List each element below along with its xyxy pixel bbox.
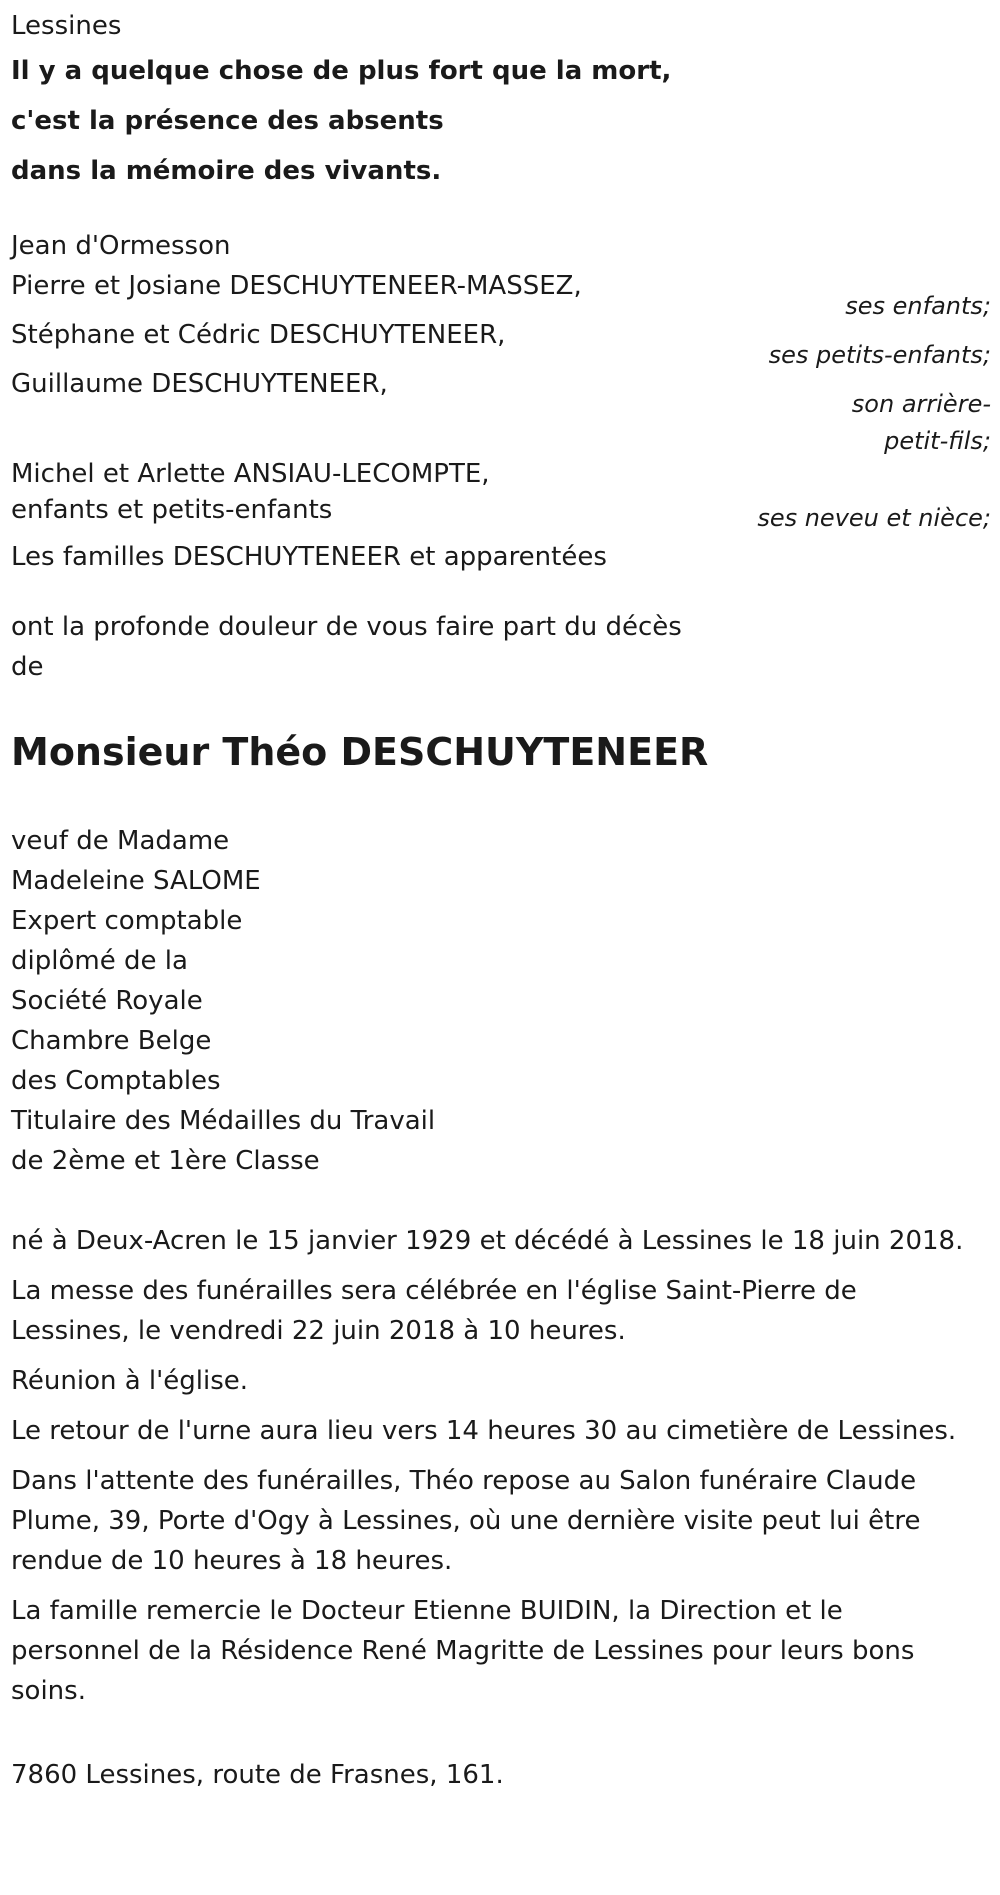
funeral-mass-text: Lessines, le vendredi 22 juin 2018 à 10 heures. xyxy=(11,1316,626,1346)
urn-text: Le retour de l'urne aura lieu vers 14 heures 30 au cimetière de Lessines. xyxy=(11,1416,957,1446)
family-relation: ses neveu et nièce; xyxy=(757,504,991,532)
family-names: Stéphane et Cédric DESCHUYTENEER, xyxy=(11,320,506,350)
birth-death-text: né à Deux-Acren le 15 janvier 1929 et décédé à Lessines le 18 juin 2018. xyxy=(11,1226,964,1256)
family-relation: ses petits-enfants; xyxy=(768,341,991,369)
bio-line: de 2ème et 1ère Classe xyxy=(11,1146,320,1176)
family-row xyxy=(11,454,991,537)
funeral-home-paragraph xyxy=(11,1461,1000,1581)
thanks-paragraph xyxy=(11,1591,1000,1711)
family-relation: son arrière- xyxy=(851,390,991,418)
thanks-text: soins. xyxy=(11,1676,86,1706)
quote xyxy=(11,46,1000,196)
family-names: Michel et Arlette ANSIAU-LECOMPTE, xyxy=(11,459,490,489)
families-line: Les familles DESCHUYTENEER et apparentées xyxy=(11,542,607,572)
funeral-home-text: rendue de 10 heures à 18 heures. xyxy=(11,1546,453,1576)
announcement-line-2: de xyxy=(11,652,44,682)
bio-line: Expert comptable xyxy=(11,906,243,936)
funeral-home-text: Plume, 39, Porte d'Ogy à Lessines, où une dernière visite peut lui être xyxy=(11,1506,921,1536)
funeral-home-text: Dans l'attente des funérailles, Théo repose au Salon funéraire Claude xyxy=(11,1466,917,1496)
family-names: Pierre et Josiane DESCHUYTENEER-MASSEZ, xyxy=(11,271,582,301)
deceased-name: Monsieur Théo DESCHUYTENEER xyxy=(11,730,709,774)
funeral-mass-paragraph xyxy=(11,1271,1000,1351)
family-relation: ses enfants; xyxy=(845,292,991,320)
funeral-mass-text: La messe des funérailles sera célébrée en l'église Saint-Pierre de xyxy=(11,1276,857,1306)
family-row xyxy=(11,364,991,460)
bio-line: des Comptables xyxy=(11,1066,221,1096)
thanks-text: personnel de la Résidence René Magritte de Lessines pour leurs bons xyxy=(11,1636,915,1666)
place-header: Lessines xyxy=(11,11,122,41)
quote-line-1: Il y a quelque chose de plus fort que la mort, xyxy=(11,56,672,86)
quote-line-2: c'est la présence des absents xyxy=(11,106,444,136)
thanks-text: La famille remercie le Docteur Etienne BUIDIN, la Direction et le xyxy=(11,1596,843,1626)
bio-line: veuf de Madame xyxy=(11,826,230,856)
address: 7860 Lessines, route de Frasnes, 161. xyxy=(11,1760,504,1790)
family-names: enfants et petits-enfants xyxy=(11,495,333,525)
announcement-line-1: ont la profonde douleur de vous faire part du décès xyxy=(11,612,682,642)
bio-line: Madeleine SALOME xyxy=(11,866,261,896)
bio-line: Chambre Belge xyxy=(11,1026,212,1056)
biography xyxy=(11,821,1000,1181)
bio-line: diplômé de la xyxy=(11,946,188,976)
reunion-text: Réunion à l'église. xyxy=(11,1366,249,1396)
family-list xyxy=(11,266,991,537)
family-relation: petit-fils; xyxy=(884,427,991,455)
quote-author: Jean d'Ormesson xyxy=(11,231,231,261)
reunion-paragraph xyxy=(11,1361,1000,1401)
bio-line: Titulaire des Médailles du Travail xyxy=(11,1106,436,1136)
quote-line-3: dans la mémoire des vivants. xyxy=(11,156,442,186)
family-names: Guillaume DESCHUYTENEER, xyxy=(11,369,388,399)
birth-death-paragraph xyxy=(11,1221,1000,1261)
bio-line: Société Royale xyxy=(11,986,203,1016)
urn-paragraph xyxy=(11,1411,1000,1451)
